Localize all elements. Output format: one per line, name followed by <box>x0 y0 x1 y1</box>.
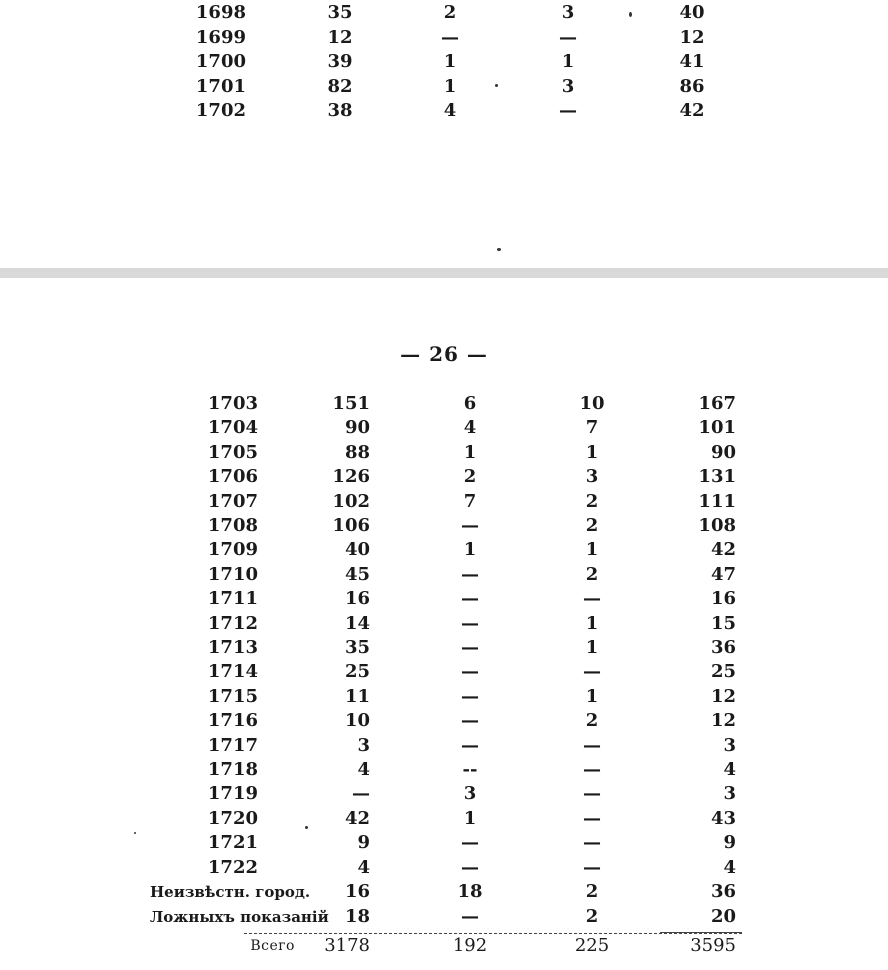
row-total: 41 <box>679 51 705 72</box>
row-value-a: 12 <box>327 26 353 48</box>
row-value-a: 16 <box>344 588 370 610</box>
row-value-c: 1 <box>561 51 575 72</box>
row-value-c: — <box>583 807 601 829</box>
row-value-b: 2 <box>463 466 477 488</box>
row-total: 3 <box>723 734 736 756</box>
row-total: 36 <box>710 881 736 902</box>
row-value-c: — <box>559 100 577 121</box>
row-total: 47 <box>710 563 736 585</box>
row-value-c: 3 <box>585 466 599 488</box>
row-total: 111 <box>698 490 736 512</box>
row-value-c: — <box>583 661 601 683</box>
table-row <box>0 75 888 99</box>
row-total: 3595 <box>690 935 736 956</box>
row-year: 1700 <box>195 51 246 72</box>
row-value-a: 126 <box>332 466 370 488</box>
row-value-b: 18 <box>457 881 483 902</box>
row-year: 1714 <box>207 661 258 683</box>
row-value-a: 102 <box>332 490 370 512</box>
row-value-c: 2 <box>585 563 599 585</box>
row-value-b: — <box>441 26 459 48</box>
row-value-b: 1 <box>463 441 477 463</box>
table-row <box>0 514 888 538</box>
row-value-b: — <box>461 832 479 854</box>
row-total: 9 <box>723 832 736 854</box>
row-value-c: 1 <box>585 612 599 634</box>
row-total: 36 <box>710 637 736 658</box>
row-value-c: 10 <box>579 393 605 414</box>
row-total: 12 <box>710 710 736 732</box>
row-value-c: 1 <box>585 441 599 463</box>
table-row <box>0 587 888 611</box>
table-row <box>0 26 888 50</box>
row-value-a: 10 <box>344 710 370 732</box>
row-year: 1703 <box>207 393 258 414</box>
row-total: 42 <box>710 539 736 561</box>
table-row <box>0 831 888 855</box>
print-speck <box>629 12 632 17</box>
table-row <box>0 563 888 587</box>
row-value-b: — <box>461 515 479 536</box>
table-row <box>0 905 888 929</box>
row-value-a: 106 <box>332 515 370 536</box>
row-year: 1701 <box>195 75 246 97</box>
table-row <box>0 612 888 636</box>
row-value-a: 90 <box>344 417 370 439</box>
row-value-c: — <box>559 26 577 48</box>
table-row <box>0 50 888 74</box>
row-value-b: — <box>461 685 479 707</box>
row-value-c: 3 <box>561 75 575 97</box>
row-value-a: 35 <box>344 637 370 658</box>
table-row <box>0 636 888 660</box>
row-year: 1721 <box>207 832 258 854</box>
row-total: 25 <box>710 661 736 683</box>
row-year: 1719 <box>207 783 258 805</box>
row-value-a: 40 <box>344 539 370 561</box>
row-total: 16 <box>710 588 736 610</box>
row-value-b: 4 <box>443 100 457 121</box>
row-value-b: — <box>461 612 479 634</box>
row-year: 1705 <box>207 441 258 463</box>
row-value-c: — <box>583 832 601 854</box>
print-speck <box>305 826 308 829</box>
table-row <box>0 416 888 440</box>
row-value-a: 3 <box>357 734 370 756</box>
row-year: 1709 <box>207 539 258 561</box>
print-speck <box>495 84 498 87</box>
row-value-c: 2 <box>585 710 599 732</box>
row-total: 3 <box>723 783 736 805</box>
row-value-b: 4 <box>463 417 477 439</box>
row-value-a: 16 <box>344 881 370 902</box>
row-total: 101 <box>698 417 736 439</box>
page-bottom <box>0 278 888 970</box>
row-total: 40 <box>679 2 705 23</box>
row-value-b: — <box>461 661 479 683</box>
table-row <box>0 856 888 880</box>
row-value-a: 42 <box>344 807 370 829</box>
row-value-b: 2 <box>443 2 457 23</box>
row-value-b: — <box>461 856 479 878</box>
row-value-a: 25 <box>344 661 370 683</box>
row-year: 1711 <box>207 588 258 610</box>
row-total: 4 <box>723 759 736 780</box>
row-value-a: 82 <box>327 75 353 97</box>
row-total: 20 <box>710 906 736 927</box>
row-year: 1707 <box>207 490 258 512</box>
table-row <box>0 441 888 465</box>
table-row <box>0 758 888 782</box>
row-year: 1717 <box>207 734 258 756</box>
row-total: 108 <box>698 515 736 536</box>
table-row <box>0 490 888 514</box>
row-total: 90 <box>710 441 736 463</box>
print-speck <box>134 832 136 834</box>
table-row <box>0 538 888 562</box>
row-value-b: 1 <box>463 807 477 829</box>
row-year: 1704 <box>207 417 258 439</box>
row-total: 15 <box>710 612 736 634</box>
row-value-a: 11 <box>344 685 370 707</box>
row-value-a: 45 <box>344 563 370 585</box>
row-total: 12 <box>679 26 705 48</box>
row-value-c: 3 <box>561 2 575 23</box>
row-value-c: 1 <box>585 539 599 561</box>
row-year: 1713 <box>207 637 258 658</box>
row-value-b: 3 <box>463 783 477 805</box>
table-row <box>0 465 888 489</box>
row-year: 1720 <box>207 807 258 829</box>
row-year: 1708 <box>207 515 258 536</box>
row-value-a: 35 <box>327 2 353 23</box>
row-year: 1722 <box>207 856 258 878</box>
row-value-a: 3178 <box>324 935 370 956</box>
row-value-b: — <box>461 710 479 732</box>
row-value-c: 2 <box>585 490 599 512</box>
row-year: 1699 <box>195 26 246 48</box>
page-separator <box>0 268 888 278</box>
row-year: Неизвѣстн. город. <box>150 883 311 901</box>
row-value-c: 2 <box>585 906 599 927</box>
table-row <box>0 1 888 25</box>
table-row <box>0 880 888 904</box>
row-value-c: 2 <box>585 881 599 902</box>
table-row <box>0 734 888 758</box>
row-value-a: 4 <box>357 856 370 878</box>
table-rule <box>244 933 742 934</box>
row-value-b: — <box>461 734 479 756</box>
row-value-b: 192 <box>452 935 488 956</box>
row-value-b: 1 <box>443 75 457 97</box>
row-value-a: — <box>352 783 370 805</box>
row-value-c: 1 <box>585 685 599 707</box>
table-row <box>0 685 888 709</box>
row-year: 1715 <box>207 685 258 707</box>
page-top <box>0 0 888 268</box>
row-year: 1716 <box>207 710 258 732</box>
row-total: 86 <box>679 75 705 97</box>
table-row <box>0 807 888 831</box>
print-speck <box>497 248 501 251</box>
row-value-b: 1 <box>463 539 477 561</box>
row-total: 42 <box>679 100 705 121</box>
row-value-c: 1 <box>585 637 599 658</box>
row-total: 131 <box>698 466 736 488</box>
table-row <box>0 99 888 123</box>
row-value-a: 14 <box>344 612 370 634</box>
row-value-a: 151 <box>332 393 370 414</box>
row-total: 43 <box>710 807 736 829</box>
row-value-c: — <box>583 734 601 756</box>
row-value-a: 18 <box>344 906 370 927</box>
table-row <box>0 709 888 733</box>
row-value-b: 7 <box>463 490 477 512</box>
row-value-c: — <box>583 783 601 805</box>
row-value-b: — <box>461 588 479 610</box>
row-value-b: — <box>461 563 479 585</box>
row-year: Всего <box>250 938 295 954</box>
row-year: 1710 <box>207 563 258 585</box>
row-year: 1712 <box>207 612 258 634</box>
row-value-a: 39 <box>327 51 353 72</box>
table-row <box>0 934 888 958</box>
row-value-b: 1 <box>443 51 457 72</box>
table-row <box>0 392 888 416</box>
row-value-c: — <box>583 588 601 610</box>
row-value-c: 2 <box>585 515 599 536</box>
table-row <box>0 660 888 684</box>
row-value-a: 88 <box>344 441 370 463</box>
row-year: 1698 <box>195 2 246 23</box>
row-total: 4 <box>723 856 736 878</box>
table-rule-solid <box>660 932 742 933</box>
row-total: 12 <box>710 685 736 707</box>
page-number: — 26 — <box>400 342 488 366</box>
row-year: 1706 <box>207 466 258 488</box>
row-year: 1702 <box>195 100 246 121</box>
row-value-b: 6 <box>463 393 477 414</box>
row-value-b: -- <box>462 759 478 780</box>
row-value-c: 7 <box>585 417 599 439</box>
row-year: Ложныхъ показаній <box>150 908 329 926</box>
row-value-a: 4 <box>357 759 370 780</box>
row-value-a: 38 <box>327 100 353 121</box>
row-value-c: — <box>583 759 601 780</box>
row-value-b: — <box>461 637 479 658</box>
row-value-b: — <box>461 906 479 927</box>
row-value-c: — <box>583 856 601 878</box>
row-total: 167 <box>698 393 736 414</box>
row-value-c: 225 <box>574 935 610 956</box>
table-row <box>0 782 888 806</box>
row-year: 1718 <box>207 759 258 780</box>
row-value-a: 9 <box>357 832 370 854</box>
